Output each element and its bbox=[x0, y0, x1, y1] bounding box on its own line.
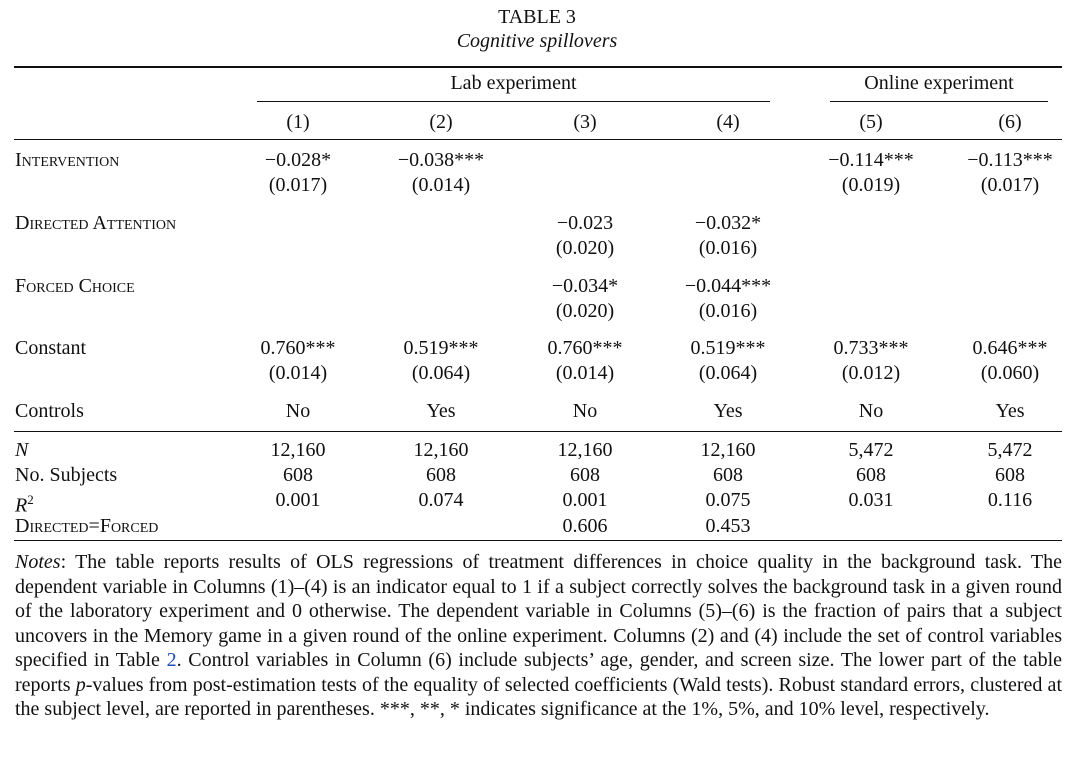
column-header: (3) bbox=[573, 111, 597, 133]
controls-cell: Yes bbox=[995, 400, 1025, 422]
se-cell: (0.012) bbox=[841, 362, 901, 384]
stat-cell: 12,160 bbox=[270, 439, 326, 461]
stat-cell: 0.606 bbox=[562, 515, 608, 537]
stat-cell: 608 bbox=[995, 464, 1025, 486]
column-header: (1) bbox=[286, 111, 310, 133]
stat-cell: 12,160 bbox=[557, 439, 613, 461]
se-cell: (0.019) bbox=[841, 174, 901, 196]
row-label-intervention: Intervention bbox=[15, 149, 120, 171]
table-title: Cognitive spillovers bbox=[456, 30, 618, 52]
se-cell: (0.014) bbox=[411, 174, 471, 196]
r2-superscript: 2 bbox=[27, 492, 34, 507]
r2-symbol: R bbox=[15, 494, 28, 517]
stat-cell: 608 bbox=[856, 464, 886, 486]
stat-cell: 12,160 bbox=[700, 439, 756, 461]
column-header: (5) bbox=[859, 111, 883, 133]
stat-cell: 608 bbox=[713, 464, 743, 486]
stat-cell: 0.001 bbox=[562, 489, 608, 511]
coef-cell: −0.114*** bbox=[828, 149, 914, 171]
top-rule bbox=[14, 66, 1062, 68]
stat-cell: 12,160 bbox=[413, 439, 469, 461]
row-label-controls: Controls bbox=[15, 400, 84, 422]
coef-cell: −0.023 bbox=[556, 212, 614, 234]
coef-cell: −0.044*** bbox=[684, 275, 772, 297]
coef-cell: −0.032* bbox=[694, 212, 762, 234]
controls-cell: No bbox=[572, 400, 598, 422]
stats-rule bbox=[14, 431, 1062, 432]
stat-cell: 5,472 bbox=[987, 439, 1033, 461]
se-cell: (0.014) bbox=[555, 362, 615, 384]
stat-cell: 0.001 bbox=[275, 489, 321, 511]
notes-text: -values from post-estimation tests of the equality of selected coefficients (Wald tests). Robust standard errors, clustered at the subject level, are reported in parentheses. ***, **, * indicates significance at the 1%, 5%, and 10% level, respectively. bbox=[15, 673, 1062, 720]
column-header: (2) bbox=[429, 111, 453, 133]
coef-cell: 0.519*** bbox=[403, 337, 479, 359]
row-label-constant: Constant bbox=[15, 337, 87, 359]
stat-cell: 608 bbox=[283, 464, 313, 486]
bottom-rule bbox=[14, 540, 1062, 541]
group-header-online: Online experiment bbox=[864, 72, 1014, 94]
stat-cell: 0.453 bbox=[705, 515, 751, 537]
se-cell: (0.020) bbox=[555, 300, 615, 322]
column-header: (4) bbox=[716, 111, 740, 133]
stat-cell: 0.075 bbox=[705, 489, 751, 511]
stat-cell: 608 bbox=[570, 464, 600, 486]
notes-text: : The table reports results of OLS regressions of treatment differences in choice quality in the background task. The dependent variable in Columns (1)–(4) is an indicator equal to 1 if a subject correctly solves the background task in a given round of the laboratory experiment and 0 otherwise. The dependent variable in Columns (5)–(6) is the fraction of pairs that a subject uncovers in the Memory game in a given round of the online experiment. Columns (2) and (4) include the set of control variables specified in Table bbox=[15, 551, 1062, 671]
coef-cell: 0.760*** bbox=[260, 337, 336, 359]
stat-cell: 5,472 bbox=[848, 439, 894, 461]
stat-cell: 0.116 bbox=[987, 489, 1033, 511]
controls-cell: Yes bbox=[713, 400, 743, 422]
column-header: (6) bbox=[998, 111, 1022, 133]
se-cell: (0.014) bbox=[268, 362, 328, 384]
se-cell: (0.064) bbox=[698, 362, 758, 384]
controls-cell: No bbox=[285, 400, 311, 422]
controls-cell: Yes bbox=[426, 400, 456, 422]
se-cell: (0.060) bbox=[980, 362, 1040, 384]
notes-text: . Control variables in Column (6) include subjects’ age, gender, and screen size. The lower part of the table reports bbox=[15, 649, 1063, 696]
se-cell: (0.016) bbox=[698, 300, 758, 322]
row-label-subjects: No. Subjects bbox=[15, 464, 118, 486]
se-cell: (0.016) bbox=[698, 237, 758, 259]
row-label-directed-forced: Directed=Forced bbox=[15, 515, 159, 537]
table-notes bbox=[15, 550, 1062, 722]
controls-cell: No bbox=[858, 400, 884, 422]
row-label-n: N bbox=[15, 439, 29, 461]
row-label-forced-choice: Forced Choice bbox=[15, 275, 135, 297]
stat-cell: 608 bbox=[426, 464, 456, 486]
table-label: TABLE 3 bbox=[498, 6, 576, 28]
se-cell: (0.020) bbox=[555, 237, 615, 259]
stat-cell: 0.031 bbox=[848, 489, 894, 511]
se-cell: (0.064) bbox=[411, 362, 471, 384]
table-ref-link[interactable]: 2 bbox=[166, 649, 177, 671]
online-group-rule bbox=[830, 101, 1048, 102]
row-label-directed-attention: Directed Attention bbox=[15, 212, 177, 234]
coef-cell: −0.113*** bbox=[967, 149, 1053, 171]
coef-cell: 0.646*** bbox=[972, 337, 1048, 359]
se-cell: (0.017) bbox=[268, 174, 328, 196]
coef-cell: 0.733*** bbox=[833, 337, 909, 359]
coef-cell: 0.760*** bbox=[547, 337, 623, 359]
stat-cell: 0.074 bbox=[418, 489, 464, 511]
coef-cell: −0.038*** bbox=[397, 149, 485, 171]
header-rule bbox=[14, 139, 1062, 140]
coef-cell: −0.028* bbox=[264, 149, 332, 171]
coef-cell: −0.034* bbox=[551, 275, 619, 297]
se-cell: (0.017) bbox=[980, 174, 1040, 196]
lab-group-rule bbox=[257, 101, 770, 102]
notes-p-symbol: p bbox=[75, 673, 86, 696]
notes-label: Notes bbox=[15, 551, 61, 573]
group-header-lab: Lab experiment bbox=[450, 72, 577, 94]
coef-cell: 0.519*** bbox=[690, 337, 766, 359]
